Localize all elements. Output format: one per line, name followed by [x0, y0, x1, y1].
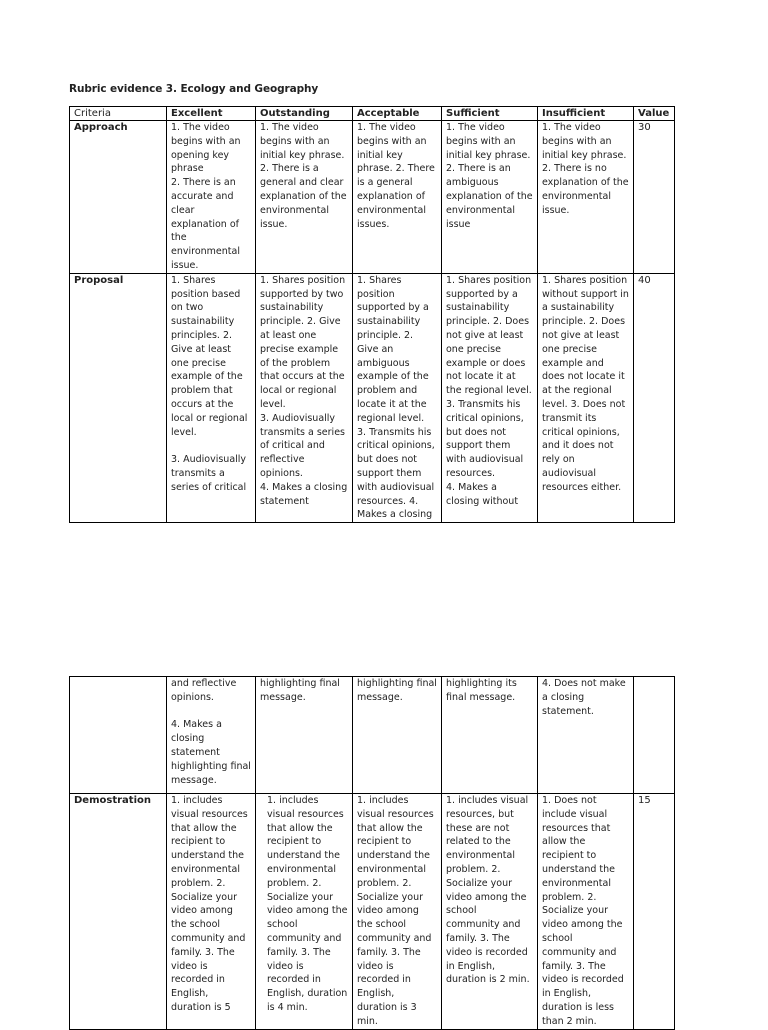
header-row [70, 107, 675, 121]
acceptable-cell: 1. The video begins with an initial key phrase. 2. There is a general explanation of environmental issues. [353, 121, 442, 274]
criteria-cell: Proposal [70, 273, 167, 522]
outstanding-header: Outstanding [256, 107, 353, 121]
sufficient-cell: highlighting its final message. [442, 677, 538, 794]
value-cell: 30 [634, 121, 675, 274]
excellent-header: Excellent [167, 107, 256, 121]
rubric-table-page-1 [69, 106, 675, 523]
insufficient-cell: 4. Does not make a closing statement. [538, 677, 634, 794]
sufficient-cell: 1. includes visual resources, but these are not related to the environmental problem. 2. Socialize your video among the school community and family. 3. The video is recorded in English, duration is 2 min. [442, 794, 538, 1030]
acceptable-cell: 1. Shares position supported by a sustainability principle. 2. Give an ambiguous example of the problem and locate it at the regional level. 3. Transmits his critical opinions, but does not support them with audiovisual resources. 4. Makes a closing [353, 273, 442, 522]
insufficient-cell: 1. Shares position without support in a sustainability principle. 2. Does not give at least one precise example and does not locate it at the regional level. 3. Does not transmit its critical opinions, and it does not rely on audiovisual resources either. [538, 273, 634, 522]
criteria-header: Criteria [70, 107, 167, 121]
insufficient-header: Insufficient [538, 107, 634, 121]
table-row-approach [70, 121, 675, 274]
insufficient-cell: 1. Does not include visual resources that allow the recipient to understand the environmental problem. 2. Socialize your video among the school community and family. 3. The video is recorded in English, duration is less than 2 min. [538, 794, 634, 1030]
excellent-cell: 1. The video begins with an opening key phrase 2. There is an accurate and clear explanation of the environmental issue. [167, 121, 256, 274]
value-cell: 15 [634, 794, 675, 1030]
table-row-demonstration [70, 794, 675, 1030]
criteria-cell: Demostration [70, 794, 167, 1030]
insufficient-cell: 1. The video begins with an initial key phrase. 2. There is no explanation of the environmental issue. [538, 121, 634, 274]
rubric-table-page-2 [69, 676, 675, 1030]
acceptable-cell: highlighting final message. [353, 677, 442, 794]
outstanding-cell: 1. includes visual resources that allow the recipient to understand the environmental problem. 2. Socialize your video among the school community and family. 3. The video is recorded in English, duration is 4 min. [256, 794, 353, 1030]
sufficient-cell: 1. The video begins with an initial key phrase. 2. There is an ambiguous explanation of the environmental issue [442, 121, 538, 274]
value-cell: 40 [634, 273, 675, 522]
outstanding-cell: 1. The video begins with an initial key phrase. 2. There is a general and clear explanation of the environmental issue. [256, 121, 353, 274]
excellent-cell: and reflective opinions. 4. Makes a closing statement highlighting final message. [167, 677, 256, 794]
acceptable-cell: 1. includes visual resources that allow the recipient to understand the environmental problem. 2. Socialize your video among the school community and family. 3. The video is recorded in English, duration is 3 min. [353, 794, 442, 1030]
criteria-cell: Approach [70, 121, 167, 274]
criteria-cell [70, 677, 167, 794]
outstanding-cell: highlighting final message. [256, 677, 353, 794]
sufficient-cell: 1. Shares position supported by a sustainability principle. 2. Does not give at least one precise example or does not locate it at the regional level. 3. Transmits his critical opinions, but does not support them with audiovisual resources. 4. Makes a closing without [442, 273, 538, 522]
outstanding-cell: 1. Shares position supported by two sustainability principle. 2. Give at least one precise example of the problem that occurs at the local or regional level. 3. Audiovisually transmits a series of critical and reflective opinions. 4. Makes a closing statement [256, 273, 353, 522]
value-header: Value [634, 107, 675, 121]
sufficient-header: Sufficient [442, 107, 538, 121]
document-title: Rubric evidence 3. Ecology and Geography [69, 83, 319, 95]
excellent-cell: 1. Shares position based on two sustainability principles. 2. Give at least one precise example of the problem that occurs at the local or regional level. 3. Audiovisually transmits a series of critical [167, 273, 256, 522]
value-cell [634, 677, 675, 794]
excellent-cell: 1. includes visual resources that allow the recipient to understand the environmental problem. 2. Socialize your video among the school community and family. 3. The video is recorded in English, duration is 5 [167, 794, 256, 1030]
acceptable-header: Acceptable [353, 107, 442, 121]
table-row-proposal-continued [70, 677, 675, 794]
table-row-proposal [70, 273, 675, 522]
